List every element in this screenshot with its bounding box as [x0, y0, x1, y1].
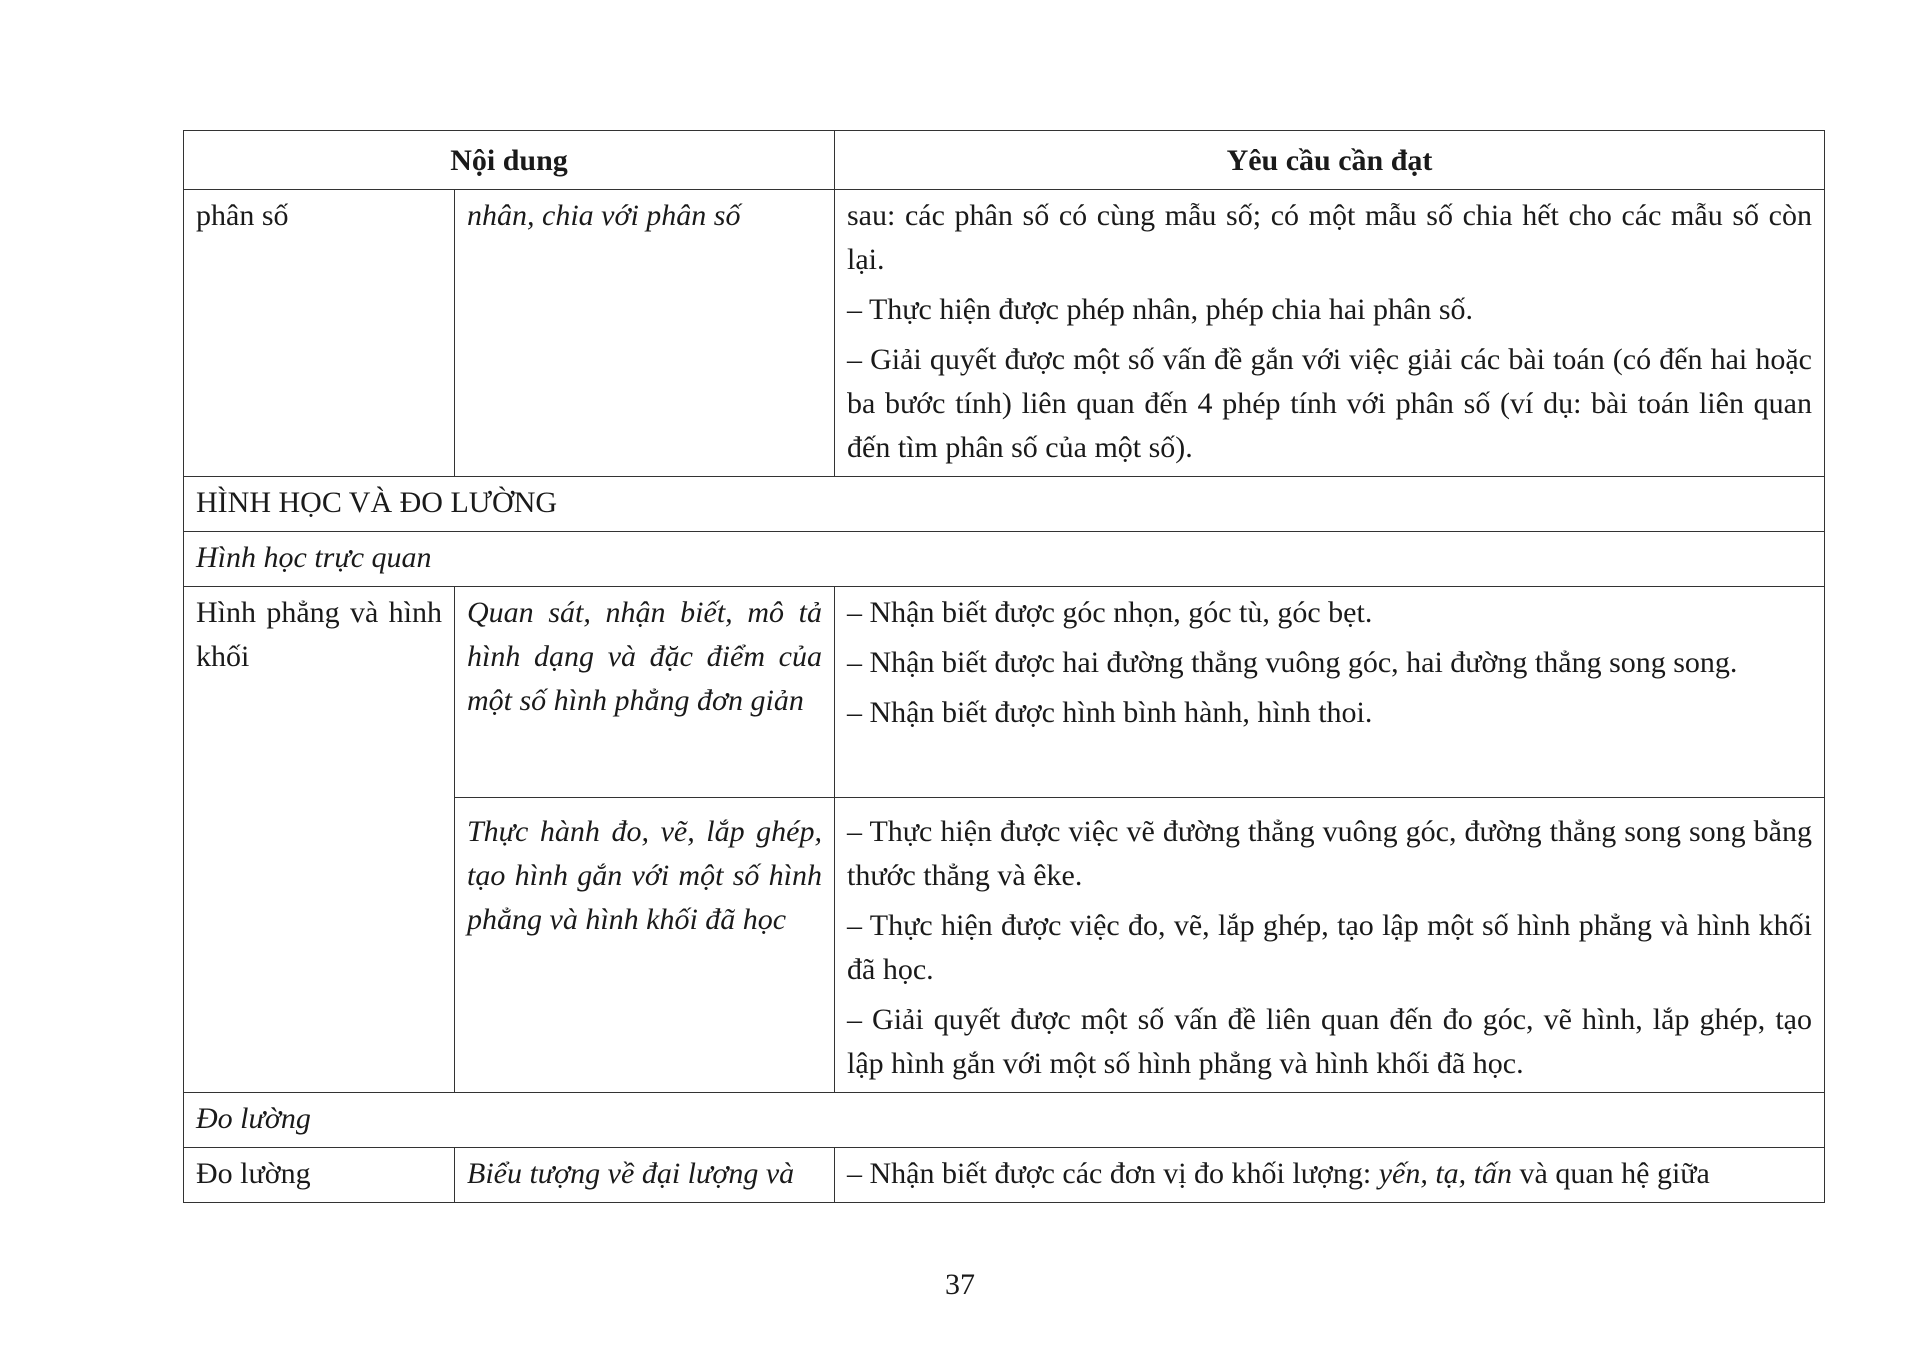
table-row [184, 587, 1825, 798]
curriculum-table [183, 130, 1825, 1203]
requirement-item: – Nhận biết được hình bình hành, hình thoi. [847, 696, 1373, 729]
requirements-cell [835, 190, 1825, 477]
table-header-row [184, 131, 1825, 190]
requirement-item [847, 1152, 1812, 1196]
table-row [184, 190, 1825, 477]
subsection-heading: Hình học trực quan [184, 532, 1825, 587]
subsection-heading-row [184, 1093, 1825, 1148]
topic-cell: Hình phẳng và hình khối [184, 587, 455, 1093]
table-row [184, 1148, 1825, 1203]
requirement-item: – Thực hiện được việc vẽ đường thẳng vuông góc, đường thẳng song song bằng thước thẳng và êke. [847, 815, 1812, 892]
requirement-text: và quan hệ giữa [1512, 1157, 1710, 1190]
subtopic-cell: Thực hành đo, vẽ, lắp ghép, tạo hình gắn với một số hình phẳng và hình khối đã học [455, 798, 835, 1093]
requirement-item: – Thực hiện được việc đo, vẽ, lắp ghép, tạo lập một số hình phẳng và hình khối đã học. [847, 909, 1812, 986]
section-heading: HÌNH HỌC VÀ ĐO LƯỜNG [184, 477, 1825, 532]
header-content: Nội dung [184, 131, 835, 190]
header-requirements: Yêu cầu cần đạt [835, 131, 1825, 190]
requirement-item: – Giải quyết được một số vấn đề gắn với việc giải các bài toán (có đến hai hoặc ba bước tính) liên quan đến 4 phép tính với phân số (ví dụ: bài toán liên quan đến tìm phân số của một số). [847, 343, 1812, 464]
requirement-item: sau: các phân số có cùng mẫu số; có một mẫu số chia hết cho các mẫu số còn lại. [847, 199, 1812, 276]
requirement-item: – Nhận biết được hai đường thẳng vuông góc, hai đường thẳng song song. [847, 646, 1738, 679]
requirements-cell [835, 587, 1825, 798]
section-heading-row [184, 477, 1825, 532]
topic-cell: phân số [184, 190, 455, 477]
subtopic-cell: Quan sát, nhận biết, mô tả hình dạng và đặc điểm của một số hình phẳng đơn giản [455, 587, 835, 798]
requirement-item: – Giải quyết được một số vấn đề liên quan đến đo góc, vẽ hình, lắp ghép, tạo lập hình gắn với một số hình phẳng và hình khối đã học. [847, 1003, 1812, 1080]
requirement-item: – Nhận biết được góc nhọn, góc tù, góc bẹt. [847, 596, 1373, 629]
page-number: 37 [945, 1268, 975, 1301]
requirements-cell [835, 798, 1825, 1093]
subsection-heading: Đo lường [184, 1093, 1825, 1148]
subsection-heading-row [184, 532, 1825, 587]
subtopic-cell: nhân, chia với phân số [455, 190, 835, 477]
requirement-item: – Thực hiện được phép nhân, phép chia hai phân số. [847, 293, 1474, 326]
requirement-text: – Nhận biết được các đơn vị đo khối lượng: [847, 1157, 1379, 1190]
requirement-units: yến, tạ, tấn [1378, 1157, 1512, 1190]
requirements-cell [835, 1148, 1825, 1203]
topic-cell: Đo lường [184, 1148, 455, 1203]
subtopic-cell: Biểu tượng về đại lượng và [455, 1148, 835, 1203]
